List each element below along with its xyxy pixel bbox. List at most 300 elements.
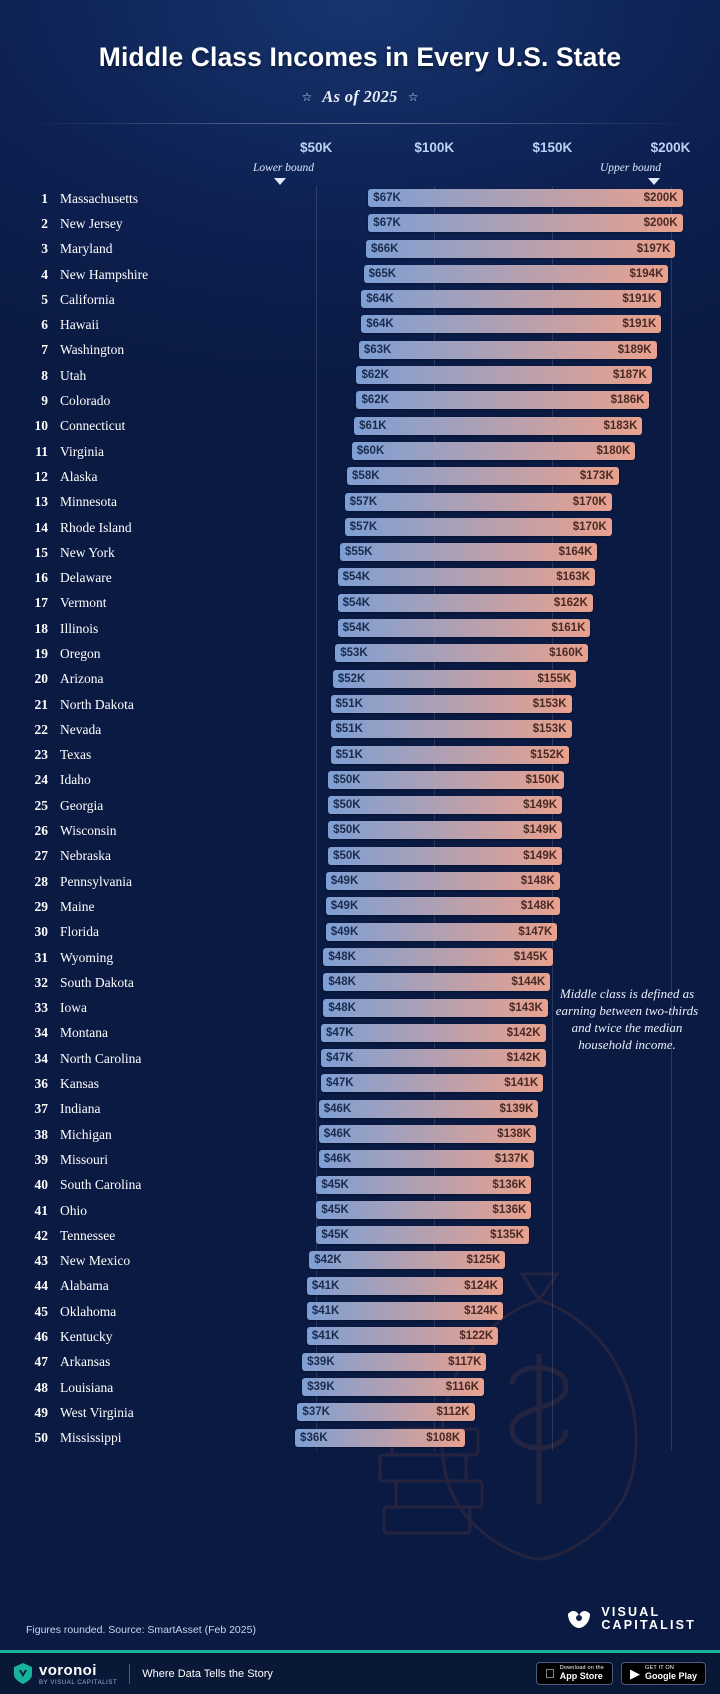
row-track (210, 1426, 706, 1451)
row-high-value: $137K (494, 1153, 529, 1166)
row-high-value: $145K (513, 950, 548, 963)
star-left-icon: ☆ (301, 90, 313, 104)
row-track (210, 894, 706, 919)
row-high-value: $144K (511, 976, 546, 989)
range-bar (335, 644, 588, 662)
chart-row (14, 945, 706, 970)
chart-row (14, 717, 706, 742)
row-high-value: $152K (530, 748, 565, 761)
row-rank: 9 (41, 393, 48, 409)
range-bar (326, 897, 560, 915)
row-low-value: $51K (335, 748, 363, 761)
row-high-value: $139K (499, 1102, 534, 1115)
chart-row (14, 464, 706, 489)
chart-row (14, 667, 706, 692)
appstore-small-label: Download on the (559, 1664, 604, 1671)
range-bar (326, 923, 558, 941)
range-bar (302, 1378, 484, 1396)
chart-row (14, 1426, 706, 1451)
row-high-value: $186K (610, 394, 645, 407)
range-bar (331, 695, 572, 713)
voronoi-logo[interactable] (14, 1662, 117, 1686)
range-bar (319, 1150, 534, 1168)
row-track (210, 1375, 706, 1400)
row-state-label: Ohio (60, 1202, 87, 1218)
range-bar (366, 240, 676, 258)
row-high-value: $173K (579, 470, 614, 483)
chart-row (14, 591, 706, 616)
range-bar (328, 771, 564, 789)
footer-tagline: Where Data Tells the Story (142, 1667, 273, 1680)
row-high-value: $122K (459, 1330, 494, 1343)
row-low-value: $47K (326, 1077, 354, 1090)
row-low-value: $50K (333, 799, 361, 812)
range-bar (307, 1302, 503, 1320)
range-bar (331, 720, 572, 738)
vc-line2: CAPITALIST (601, 1617, 696, 1632)
row-track (210, 1097, 706, 1122)
row-state-label: Maine (60, 898, 95, 914)
range-bar (359, 341, 657, 359)
row-state-label: Missouri (60, 1151, 109, 1167)
row-rank: 15 (34, 544, 48, 560)
row-high-value: $142K (506, 1026, 541, 1039)
row-state-label: Arizona (60, 671, 104, 687)
row-low-value: $46K (323, 1127, 352, 1140)
row-low-value: $54K (342, 596, 371, 609)
row-track (210, 363, 706, 388)
voronoi-wordmark (39, 1662, 117, 1686)
row-high-value: $160K (549, 647, 584, 660)
row-low-value: $49K (330, 900, 359, 913)
chart-row (14, 211, 706, 236)
range-bar (321, 1024, 545, 1042)
range-bar (331, 746, 570, 764)
appstore-big-label: App Store (559, 1670, 603, 1681)
row-state-label: Wyoming (60, 949, 114, 965)
row-high-value: $143K (508, 1001, 543, 1014)
row-low-value: $39K (307, 1380, 335, 1393)
row-state-label: Hawaii (60, 317, 99, 333)
row-low-value: $46K (323, 1153, 352, 1166)
row-track (210, 1147, 706, 1172)
row-state-label: Alaska (60, 468, 98, 484)
row-low-value: $61K (359, 419, 387, 432)
row-high-value: $141K (504, 1077, 539, 1090)
row-track (210, 262, 706, 287)
row-high-value: $108K (426, 1431, 461, 1444)
row-state-label: Rhode Island (60, 519, 132, 535)
row-track (210, 641, 706, 666)
row-state-label: New Jersey (60, 215, 123, 231)
range-bar (323, 999, 547, 1017)
row-state-label: Florida (60, 924, 99, 940)
row-high-value: $153K (532, 723, 567, 736)
row-rank: 49 (34, 1404, 48, 1420)
row-rank: 11 (35, 443, 48, 459)
row-rank: 28 (34, 873, 48, 889)
row-track (210, 793, 706, 818)
row-state-label: Iowa (60, 1000, 87, 1016)
google-play-icon: ▶ (629, 1665, 640, 1681)
range-bar (345, 493, 612, 511)
row-high-value: $161K (551, 622, 586, 635)
row-low-value: $49K (330, 875, 359, 888)
row-low-value: $41K (311, 1305, 340, 1318)
row-track (210, 490, 706, 515)
range-bar (338, 594, 593, 612)
row-high-value: $136K (492, 1178, 527, 1191)
chart-row (14, 1375, 706, 1400)
chart-row (14, 1097, 706, 1122)
row-rank: 45 (34, 1303, 48, 1319)
chart-row (14, 540, 706, 565)
row-state-label: Oregon (60, 645, 101, 661)
range-bar (356, 391, 649, 409)
row-track (210, 692, 706, 717)
chart-row (14, 894, 706, 919)
appstore-badge[interactable] (536, 1662, 613, 1685)
row-high-value: $148K (520, 900, 555, 913)
chart-row (14, 1198, 706, 1223)
row-state-label: Tennessee (60, 1227, 116, 1243)
row-low-value: $47K (326, 1026, 354, 1039)
axis-tick-1: $100K (414, 140, 455, 155)
row-track (210, 186, 706, 211)
row-low-value: $66K (370, 242, 399, 255)
row-high-value: $187K (612, 369, 647, 382)
chart-row (14, 363, 706, 388)
row-low-value: $57K (349, 520, 378, 533)
row-rank: 46 (34, 1329, 48, 1344)
chart-row (14, 186, 706, 211)
row-low-value: $51K (335, 697, 363, 710)
range-bar (361, 315, 661, 333)
row-low-value: $36K (300, 1431, 328, 1444)
axis-tick-3: $200K (650, 140, 691, 155)
row-rank: 5 (41, 291, 48, 307)
row-track (210, 768, 706, 793)
row-low-value: $48K (328, 950, 356, 963)
row-track (210, 667, 706, 692)
row-state-label: Nebraska (60, 848, 111, 864)
chart-row (14, 869, 706, 894)
row-rank: 31 (34, 949, 48, 965)
row-track (210, 717, 706, 742)
row-high-value: $170K (572, 520, 607, 533)
range-bar (316, 1226, 529, 1244)
row-rank: 37 (34, 1101, 48, 1117)
range-bar (368, 214, 682, 232)
row-high-value: $162K (553, 596, 588, 609)
range-bar (328, 847, 562, 865)
row-rank: 7 (41, 342, 48, 358)
footer-bar (0, 1650, 720, 1694)
range-bar (326, 872, 560, 890)
range-bar (352, 442, 636, 460)
chart-row (14, 439, 706, 464)
chart-row (14, 692, 706, 717)
googleplay-badge[interactable] (621, 1662, 706, 1685)
row-state-label: Alabama (60, 1278, 109, 1294)
row-state-label: Idaho (60, 772, 91, 788)
row-high-value: $147K (518, 925, 553, 938)
row-rank: 6 (41, 317, 48, 333)
row-rank: 24 (34, 772, 48, 788)
row-state-label: Utah (60, 367, 87, 383)
row-state-label: Vermont (60, 595, 107, 611)
range-bar (321, 1049, 545, 1067)
row-track (210, 312, 706, 337)
row-low-value: $50K (333, 773, 361, 786)
chart-row (14, 1324, 706, 1349)
row-track (210, 388, 706, 413)
chart-row (14, 743, 706, 768)
row-state-label: New Hampshire (60, 266, 149, 282)
row-track (210, 1274, 706, 1299)
row-high-value: $191K (622, 293, 657, 306)
row-rank: 33 (34, 1000, 48, 1016)
chart-row (14, 565, 706, 590)
range-bar (323, 948, 552, 966)
row-track (210, 1173, 706, 1198)
row-rank: 13 (34, 494, 48, 510)
row-state-label: New York (60, 544, 115, 560)
row-rank: 30 (34, 924, 48, 940)
row-low-value: $64K (366, 293, 394, 306)
row-track (210, 743, 706, 768)
row-low-value: $67K (373, 192, 401, 204)
row-track (210, 1223, 706, 1248)
row-state-label: Colorado (60, 393, 111, 409)
row-low-value: $45K (321, 1178, 349, 1191)
range-bar (368, 189, 682, 207)
row-low-value: $55K (344, 546, 373, 559)
range-bar (333, 670, 576, 688)
page-title: Middle Class Incomes in Every U.S. State (98, 42, 622, 72)
row-state-label: Kentucky (60, 1329, 113, 1344)
row-low-value: $42K (314, 1254, 342, 1267)
row-rank: 29 (34, 898, 48, 914)
row-rank: 16 (34, 570, 48, 586)
chart-container (0, 140, 720, 1451)
chart-row (14, 1173, 706, 1198)
chart-row (14, 1147, 706, 1172)
range-bar (361, 290, 661, 308)
row-state-label: Pennsylvania (60, 873, 132, 889)
row-high-value: $150K (525, 773, 560, 786)
row-low-value: $64K (366, 318, 394, 331)
range-bar (356, 366, 651, 384)
definition-note: Middle class is defined as earning between two-thirds and twice the median household income. (555, 986, 699, 1053)
row-low-value: $45K (321, 1203, 349, 1216)
row-track (210, 1400, 706, 1425)
googleplay-small-label: GET IT ON (644, 1664, 675, 1671)
row-rank: 41 (34, 1202, 48, 1218)
row-state-label: Texas (60, 747, 92, 763)
range-bar (309, 1251, 505, 1269)
row-low-value: $62K (361, 394, 389, 407)
range-bar (307, 1277, 503, 1295)
lower-bound-label: Lower bound (253, 162, 315, 174)
row-low-value: $39K (307, 1355, 335, 1368)
row-rank: 19 (34, 645, 48, 661)
row-high-value: $197K (636, 242, 671, 255)
row-track (210, 211, 706, 236)
row-high-value: $138K (497, 1127, 532, 1140)
row-track (210, 540, 706, 565)
row-high-value: $200K (643, 192, 678, 204)
row-low-value: $45K (321, 1229, 349, 1242)
row-low-value: $50K (333, 824, 361, 837)
row-track (210, 1198, 706, 1223)
range-bar (307, 1327, 498, 1345)
chart-row (14, 793, 706, 818)
visual-capitalist-logo (566, 1606, 696, 1632)
chart-row (14, 490, 706, 515)
range-bar (302, 1353, 486, 1371)
row-state-label: Illinois (60, 620, 99, 636)
chart-row (14, 515, 706, 540)
row-state-label: Oklahoma (60, 1303, 117, 1319)
chart-row (14, 237, 706, 262)
row-low-value: $48K (328, 1001, 356, 1014)
row-track (210, 844, 706, 869)
range-bar (319, 1100, 539, 1118)
row-track (210, 414, 706, 439)
chart-row (14, 1071, 706, 1096)
row-low-value: $46K (323, 1102, 352, 1115)
chart-row (14, 1223, 706, 1248)
star-right-icon: ☆ (407, 90, 419, 104)
chart-row (14, 1350, 706, 1375)
chart-row (14, 312, 706, 337)
row-track (210, 1299, 706, 1324)
footer-divider (129, 1664, 130, 1684)
row-low-value: $54K (342, 622, 371, 635)
row-rank: 48 (34, 1379, 48, 1395)
row-rank: 4 (41, 266, 48, 282)
row-high-value: $149K (523, 824, 558, 837)
row-low-value: $48K (328, 976, 356, 989)
row-high-value: $200K (643, 217, 678, 230)
row-rank: 23 (34, 747, 48, 763)
row-high-value: $191K (622, 318, 657, 331)
row-state-label: West Virginia (60, 1404, 134, 1420)
chart-row (14, 262, 706, 287)
row-high-value: $112K (436, 1406, 470, 1419)
range-bar (295, 1429, 465, 1447)
vc-mark-icon (566, 1609, 592, 1629)
row-high-value: $116K (445, 1380, 480, 1393)
row-low-value: $54K (342, 571, 371, 584)
voronoi-name: voronoi (39, 1661, 97, 1679)
row-high-value: $124K (464, 1279, 498, 1292)
chart-row (14, 1299, 706, 1324)
row-high-value: $163K (556, 571, 591, 584)
row-high-value: $142K (506, 1052, 541, 1065)
row-rank: 47 (34, 1354, 48, 1370)
row-track (210, 1324, 706, 1349)
row-state-label: Washington (60, 342, 125, 358)
row-low-value: $67K (373, 217, 401, 230)
row-state-label: New Mexico (60, 1253, 131, 1269)
row-track (210, 287, 706, 312)
row-rank: 39 (34, 1151, 48, 1167)
row-low-value: $52K (337, 672, 366, 685)
row-state-label: North Dakota (60, 696, 134, 712)
chart-row (14, 818, 706, 843)
row-track (210, 464, 706, 489)
range-bar (328, 796, 562, 814)
row-track (210, 338, 706, 363)
row-track (210, 818, 706, 843)
range-bar (297, 1403, 474, 1421)
row-state-label: California (60, 291, 115, 307)
chart-row (14, 338, 706, 363)
row-state-label: Indiana (60, 1101, 101, 1117)
row-high-value: $183K (603, 419, 638, 432)
row-track (210, 515, 706, 540)
range-bar (354, 417, 642, 435)
row-low-value: $58K (352, 470, 380, 483)
row-low-value: $65K (368, 267, 397, 280)
row-state-label: Kansas (60, 1076, 99, 1092)
row-rank: 38 (34, 1126, 48, 1142)
row-rank: 27 (34, 848, 48, 864)
row-low-value: $60K (356, 444, 385, 457)
row-track (210, 1071, 706, 1096)
chart-row (14, 641, 706, 666)
row-high-value: $149K (523, 849, 558, 862)
header (0, 0, 720, 124)
row-rank: 8 (41, 367, 48, 383)
row-rank: 21 (34, 696, 48, 712)
range-bar (338, 619, 591, 637)
row-rank: 18 (34, 620, 48, 636)
row-state-label: Michigan (60, 1126, 112, 1142)
source-note: Figures rounded. Source: SmartAsset (Feb 2025) (26, 1624, 256, 1636)
row-high-value: $170K (572, 495, 607, 508)
range-bar (321, 1074, 543, 1092)
row-low-value: $41K (311, 1279, 340, 1292)
row-rank: 34 (34, 1025, 48, 1041)
row-state-label: Delaware (60, 570, 112, 586)
vc-wordmark (601, 1606, 696, 1632)
row-high-value: $149K (523, 799, 558, 812)
page-subtitle: As of 2025 (322, 87, 398, 106)
row-rank: 20 (34, 671, 48, 687)
row-rank: 12 (34, 468, 48, 484)
row-state-label: Massachusetts (60, 190, 138, 206)
row-track (210, 920, 706, 945)
range-bar (316, 1201, 531, 1219)
chart-row (14, 616, 706, 641)
row-track (210, 565, 706, 590)
row-track (210, 869, 706, 894)
row-track (210, 591, 706, 616)
range-bar (364, 265, 669, 283)
googleplay-big-label: Google Play (644, 1670, 697, 1681)
row-rank: 25 (34, 797, 48, 813)
row-state-label: Minnesota (60, 494, 117, 510)
row-low-value: $57K (349, 495, 378, 508)
row-track (210, 1350, 706, 1375)
row-rank: 42 (34, 1227, 48, 1243)
voronoi-subtitle: BY VISUAL CAPITALIST (39, 1679, 118, 1686)
subtitle-row (0, 87, 720, 107)
row-state-label: Montana (60, 1025, 108, 1041)
